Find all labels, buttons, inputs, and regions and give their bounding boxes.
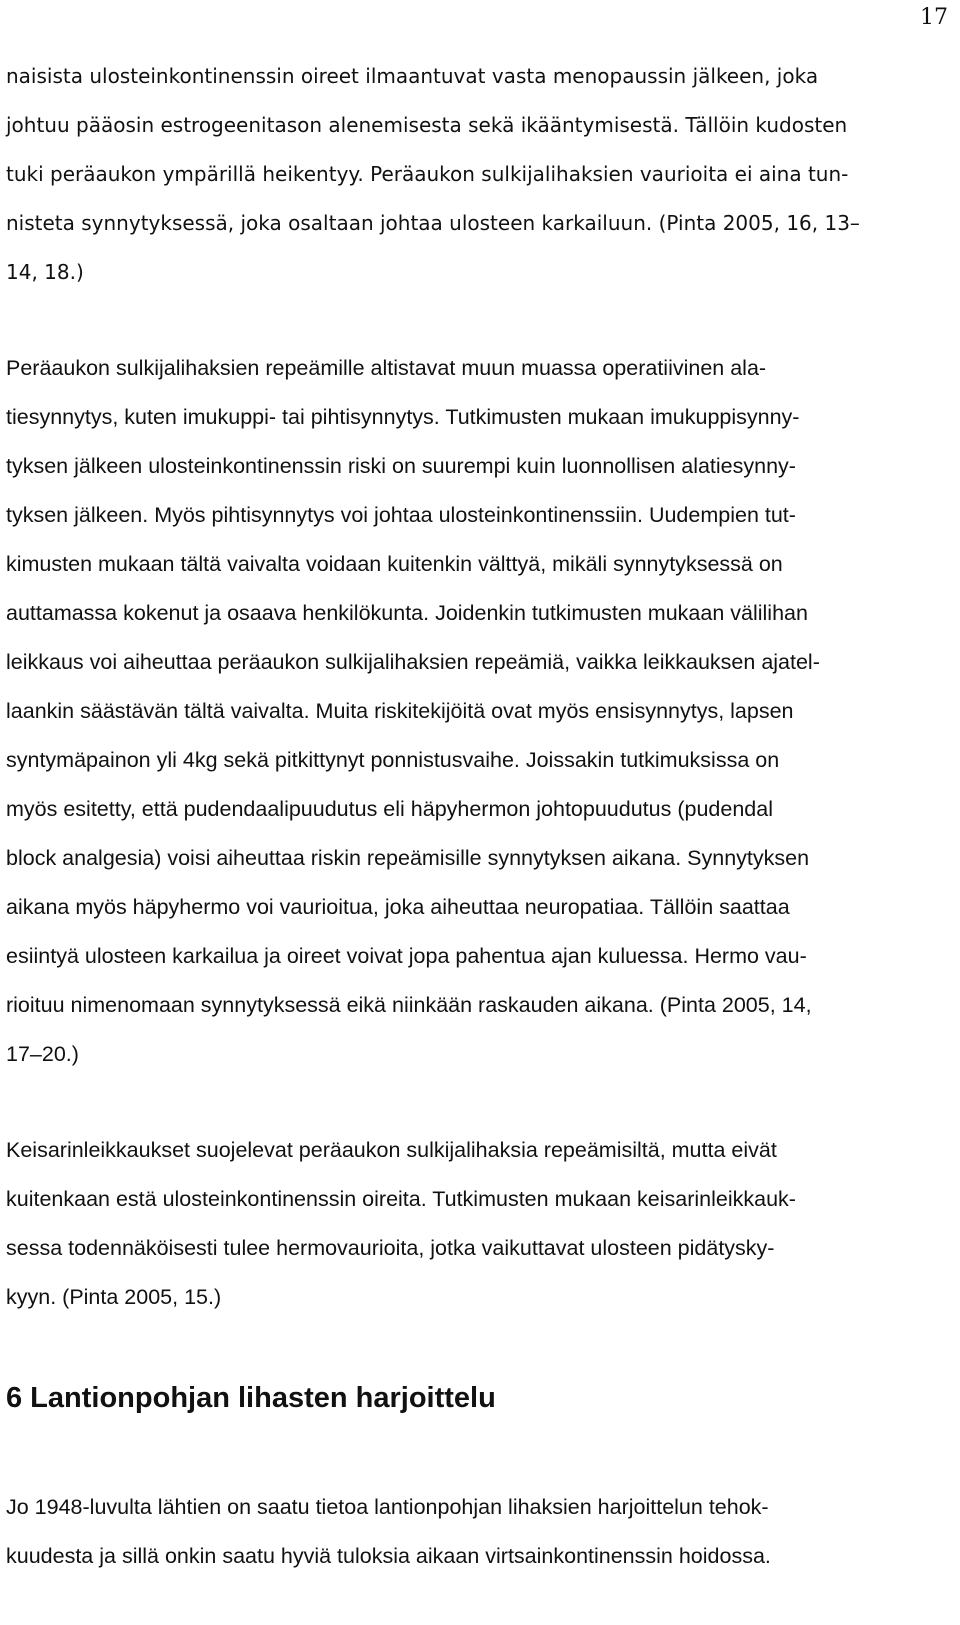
text-line: nisteta synnytyksessä, joka osaltaan johtaa ulosteen karkailuun. (Pinta 2005, 16, 13– — [6, 211, 860, 235]
text-line: Peräaukon sulkijalihaksien repeämille altistavat muun muassa operatiivinen ala- — [6, 356, 767, 380]
section-heading: 6 Lantionpohjan lihasten harjoittelu — [6, 1382, 496, 1414]
text-line: kuitenkaan estä ulosteinkontinenssin oireita. Tutkimusten mukaan keisarinleikkauk- — [6, 1187, 796, 1211]
text-line: Jo 1948-luvulta lähtien on saatu tietoa lantionpohjan lihaksien harjoittelun tehok- — [6, 1495, 769, 1519]
text-line: Keisarinleikkaukset suojelevat peräaukon sulkijalihaksia repeämisiltä, mutta eivät — [6, 1138, 777, 1162]
text-line: laankin säästävän tältä vaivalta. Muita riskitekijöitä ovat myös ensisynnytys, lapsen — [6, 699, 794, 723]
text-line: kimusten mukaan tältä vaivalta voidaan kuitenkin välttyä, mikäli synnytyksessä on — [6, 552, 783, 576]
text-line: tuki peräaukon ympärillä heikentyy. Peräaukon sulkijalihaksien vaurioita ei aina tun- — [6, 162, 849, 186]
page-number: 17 — [920, 5, 948, 30]
text-line: tyksen jälkeen ulosteinkontinenssin riski on suurempi kuin luonnollisen alatiesynny- — [6, 454, 796, 478]
text-line: kuudesta ja sillä onkin saatu hyviä tuloksia aikaan virtsainkontinenssin hoidossa. — [6, 1544, 771, 1568]
text-line: syntymäpainon yli 4kg sekä pitkittynyt ponnistusvaihe. Joissakin tutkimuksissa on — [6, 748, 780, 772]
text-line: tyksen jälkeen. Myös pihtisynnytys voi johtaa ulosteinkontinenssiin. Uudempien tut- — [6, 503, 796, 527]
text-line: leikkaus voi aiheuttaa peräaukon sulkijalihaksien repeämiä, vaikka leikkauksen ajatel- — [6, 650, 820, 674]
text-line: johtuu pääosin estrogeenitason alenemisesta sekä ikääntymisestä. Tällöin kudosten — [6, 113, 848, 137]
text-line: aikana myös häpyhermo voi vaurioitua, joka aiheuttaa neuropatiaa. Tällöin saattaa — [6, 895, 790, 919]
text-line: block analgesia) voisi aiheuttaa riskin repeämisille synnytyksen aikana. Synnytyksen — [6, 846, 810, 870]
text-line: 14, 18.) — [6, 260, 84, 284]
text-line: tiesynnytys, kuten imukuppi- tai pihtisynnytys. Tutkimusten mukaan imukuppisynny- — [6, 405, 800, 429]
text-line: myös esitetty, että pudendaalipuudutus eli häpyhermon johtopuudutus (pudendal — [6, 797, 773, 821]
text-line: auttamassa kokenut ja osaava henkilökunta. Joidenkin tutkimusten mukaan välilihan — [6, 601, 808, 625]
text-line: 17–20.) — [6, 1042, 79, 1066]
text-line: sessa todennäköisesti tulee hermovaurioita, jotka vaikuttavat ulosteen pidätysky- — [6, 1236, 775, 1260]
text-line: naisista ulosteinkontinenssin oireet ilmaantuvat vasta menopaussin jälkeen, joka — [6, 64, 819, 88]
text-line: esiintyä ulosteen karkailua ja oireet voivat jopa pahentua ajan kuluessa. Hermo vau- — [6, 944, 807, 968]
text-line: kyyn. (Pinta 2005, 15.) — [6, 1285, 222, 1309]
text-line: rioituu nimenomaan synnytyksessä eikä niinkään raskauden aikana. (Pinta 2005, 14, — [6, 993, 812, 1017]
